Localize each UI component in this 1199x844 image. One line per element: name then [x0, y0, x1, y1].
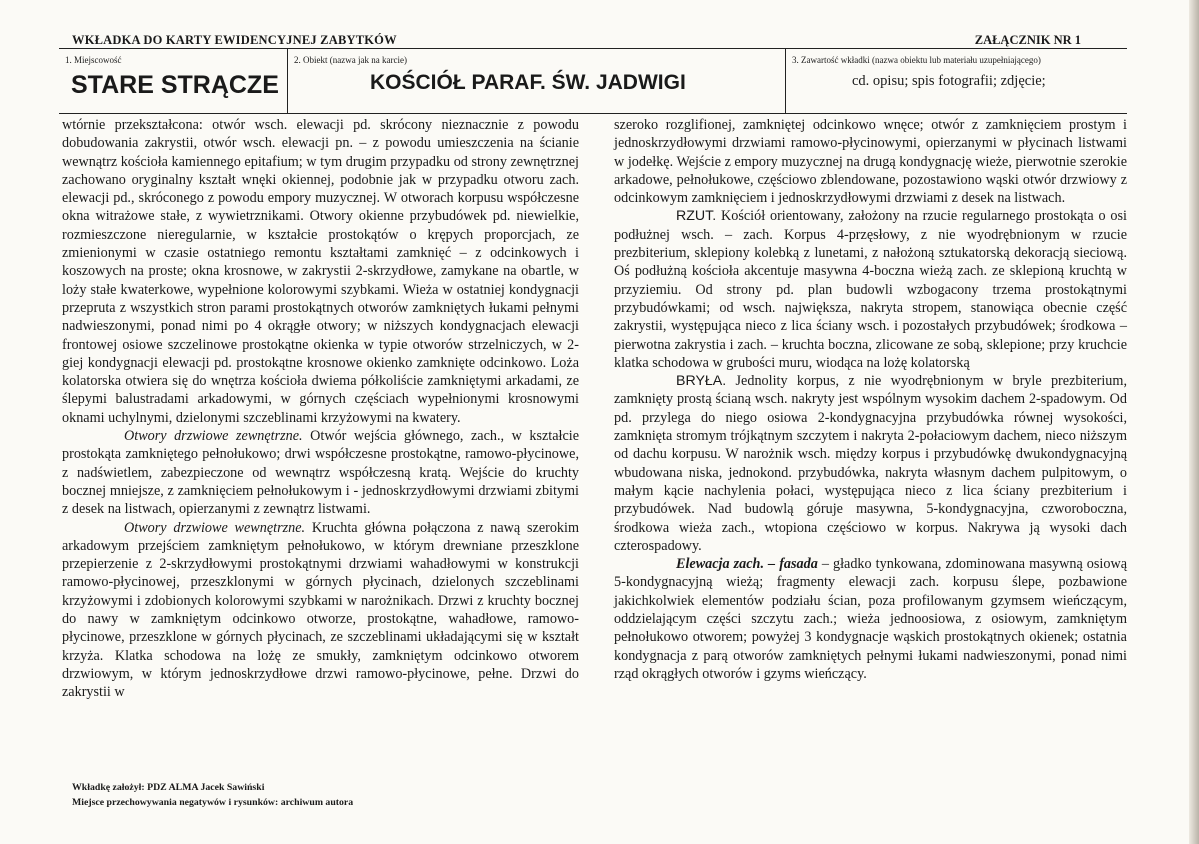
right-column — [614, 116, 1127, 683]
content-value: cd. opisu; spis fotografii; zdjęcie; — [852, 73, 1046, 89]
place-label: 1. Miejscowość — [65, 55, 122, 65]
page-edge — [1189, 0, 1199, 844]
mass-text: Jednolity korpus, z nie wyodrębnionym w bryle prezbiterium, zamknięty prostą ścianą wsch. nakryty jest wspólnym wysokim dachem 2-spadowym. Od pd. przylega do niego osiowa 2-kondygnacyjna przybudówka równej wysokości, zamknięta stromym trójkątnym szczytem i nakryta 2-połaciowym dachem, nieco niższym od dachu korpusu. W narożnik wsch. między korpus i przybudówkę dwukondygnacyjną wbudowana niska, jednokond. przybudówka, nakryta własnym dachem pulpitowym, o małym kącie nachylenia połaci, występująca nieco z lica ściany prezbiterium i przybudówek. Nad budowlą góruje masywna, 5-kondygnacyjna, czworoboczna, środkowa wieża zach., wtopiona częściowo w korpus. Nakrywa ją wysoki dach czterospadowy. — [614, 373, 1127, 554]
right-paragraph-2 — [614, 207, 1127, 372]
plan-text: Kościół orientowany, założony na rzucie regularnego prostokąta o osi podłużnej wsch. – zach. Korpus 4-przęsłowy, z nie wyodrębnionym w rzucie prezbiterium, sklepiony kolebką z lunetami, z nałożoną sztukatorską dekoracją sieciową. Oś podłużną kościoła akcentuje masywna 4-boczna wieżą zach. ze sklepioną kruchtą w przyziemiu. Od strony pd. plan budowli wzbogacony trzema prostokątnymi przybudówkami; od wsch. największa, nakryta stropem, stanowiąca obecnie część zakrystii, występująca nieco z lica ściany wsch. i pozostałych przybudówek; środkowa – pierwotna zakrystia i zach. – kruchta boczna, zlicowane ze sobą, sklepione; przy kruchcie klatka schodowa w grubości muru, wiodąca na lożę kolatorską — [614, 208, 1127, 371]
content-label: 3. Zawartość wkładki (nazwa obiektu lub materiału uzupełniającego) — [792, 55, 1041, 65]
interior-doors-text: Kruchta główna połączona z nawą szerokim arkadowym przejściem zamkniętym pełnołukowo, w którym drewniane przeszklone przepierzenie z 2-skrzydłowymi prostokątnymi drzwiami wahadłowymi w konstrukcji ramowo-płycinowej, przeszklonymi w górnych płycinach, dzielonych szczeblinami krzyżowymi i zdobionych kolorowymi szybkami w narożnikach. Drzwi z kruchty bocznej do nawy w zamkniętym odcinkowo otworze, prostokątne, wahadłowe, ramowo-płycinowe, przeszklone w górnych płycinach, ze szczeblinami układającymi się w kształt krzyża. Klatka schodowa na lożę ze smukły, zamkniętym odcinkowo otworem drzwiowym, w którym jednoskrzydłowe drzwi ramowo-płycinowe, pełne. Drzwi do zakrystii w — [62, 519, 580, 701]
facade-heading: Elewacja zach. – fasada — [676, 556, 818, 573]
right-paragraph-1: szeroko rozglifionej, zamkniętej odcinkowo wnęce; otwór z zamknięciem prostym i jednoskrzydłowymi drzwiami ramowo-płycinowymi, opierzanymi w płycinach listwami w jodełkę. Wejście z empory muzycznej na drugą kondygnację wieże, pierwotnie szerokie arkadowe, pełnołukowe, częściowo zblendowane, pozostawiono wąski otwór drzwiowy z odcinkowym zamknięciem i jednoskrzydłowymi drzwiami z desek na listwach. — [614, 117, 1127, 207]
place-cell — [59, 49, 288, 113]
right-paragraph-3 — [614, 372, 1127, 555]
place-value: STARE STRĄCZE — [71, 71, 279, 99]
footer-author: Wkładkę założył: PDZ ALMA Jacek Sawiński — [72, 782, 265, 793]
left-paragraph-2 — [62, 427, 579, 518]
interior-doors-heading: Otwory drzwiowe wewnętrzne. — [124, 519, 306, 536]
header-fields-table — [59, 48, 1127, 114]
exterior-doors-text: Otwór wejścia głównego, zach., w kształcie prostokąta zamkniętego pełnołukowo; drwi współczesne prostokątne, ramowo-płycinowe, z nadświetlem, zabezpieczone od wewnątrz współczesną kratą. Wejście do kruchty bocznej mniejsze, z zamknięciem pełnołukowym i - jednoskrzydłowymi drzwiami zbitymi z desek na listwach, opierzanymi z zewnątrz listwami. — [62, 428, 579, 518]
document-title: WKŁADKA DO KARTY EWIDENCYJNEJ ZABYTKÓW — [72, 33, 397, 47]
object-value: KOŚCIÓŁ PARAF. ŚW. JADWIGI — [370, 71, 686, 94]
attachment-number: ZAŁĄCZNIK NR 1 — [974, 33, 1081, 47]
object-cell — [288, 49, 786, 113]
left-paragraph-1: wtórnie przekształcona: otwór wsch. elewacji pd. skrócony nieznacznie z powodu dobudowania zakrystii, otwór wsch. elewacji pn. – z powodu umieszczenia na ścianie wewnątrz kościoła kamiennego epitafium; w tym drugim przypadku od strony zewnętrznej zachowano oryginalny kształt wnęki okiennej, podobnie jak w przypadku otworu zach. elewacji pd., skróconego z powodu empory muzycznej. W otworach korpusu współczesne okna witrażowe stałe, z wywietrznikami. Otwory okienne przybudówek pd. niewielkie, rozmieszczone nieregularnie, w kształcie prostokątów o krępych proporcjach, ze zmienionymi w czasie ostatniego remontu kształtami zamknięć – z odcinkowych i koszowych na proste; okna krosnowe, w zakrystii 2-skrzydłowe, zamykane na obartle, w loży stałe kwaterkowe, wypełnione kolorowymi szybkami. Wieża w ostatniej kondygnacji przeprutа z wszystkich stron parami prostokątnych otworów zamkniętych łukami pełnymi nadwieszonymi, ponad nimi po 4 okrągłe otwory; w niższych kondygnacjach elewacji frontowej osiowe szczelinowe prostokątne okienka w typie otworów strzelniczych, w 2-giej kondygnacji elewacji pd. prostokątne krosnowe okienko zamknięte odcinkowo. Loża kolatorska otwiera się do wnętrza kościoła dwiema półkoliście zamkniętymi arkadami, ze ślepymi balustradami arkadowymi, w górnych częściach wypełnionymi krosnowymi oknami uchylnymi, dzielonymi szczeblinami krzyżowymi na kwatery. — [62, 117, 579, 426]
content-cell — [786, 49, 1127, 113]
plan-heading: RZUT. — [676, 208, 717, 225]
object-label: 2. Obiekt (nazwa jak na karcie) — [294, 55, 407, 65]
mass-heading: BRYŁA. — [676, 373, 727, 390]
footer-storage: Miejsce przechowywania negatywów i rysunków: archiwum autora — [72, 796, 354, 808]
facade-text: – gładko tynkowana, zdominowana masywną osiową 5-kondygnacyjną wieżą; fragmenty elewacji zach. korpusu ślepe, pozbawione jakichkolwiek elementów podziału ścian, poza profilowanym gzymsem wieńczącym, oddzielającym części szczytu zach.; wieża jednoosiowa, z osiowym, zamkniętym pełnołukowo otworem; powyżej 3 kondygnacje wąskich prostokątnych okienek; ostatnia kondygnacja z parą otworów zamkniętych pełnymi łukami nadwieszonymi, ponad nimi rząd okrągłych otworów i gzyms wieńczący. — [614, 556, 1127, 682]
right-paragraph-4 — [614, 555, 1127, 683]
footer — [72, 781, 353, 810]
left-column — [62, 116, 579, 702]
exterior-doors-heading: Otwory drzwiowe zewnętrzne. — [124, 428, 303, 445]
left-paragraph-3 — [62, 519, 579, 702]
